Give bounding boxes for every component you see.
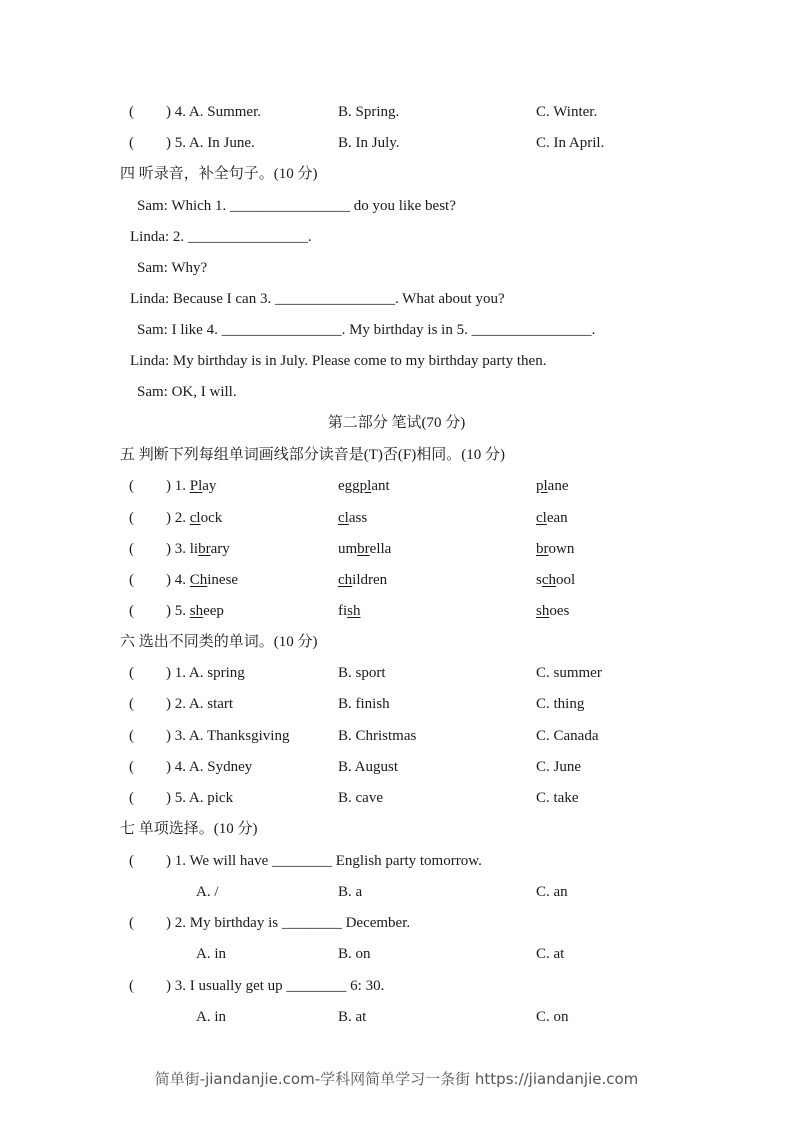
underlined-letters: sh: [347, 603, 361, 619]
dialogue-line: [0, 195, 793, 217]
listening-item-5: [0, 132, 793, 154]
option-c: C. In April.: [536, 135, 605, 151]
option-a: ) 3. A. Thanksgiving: [166, 728, 290, 744]
word-suffix: ay: [202, 478, 217, 494]
item-number-and-word: [166, 538, 230, 560]
underlined-letters: ch: [338, 572, 353, 588]
word-prefix: egg: [338, 478, 360, 494]
word-suffix: ella: [369, 541, 392, 557]
part-2-title-row: [0, 412, 793, 434]
mc-options: [0, 881, 793, 903]
option-c: C. Winter.: [536, 104, 598, 120]
odd-one-out-item: [0, 756, 793, 778]
underlined-letters: cl: [189, 510, 201, 526]
question-option-a: ) 4. A. Summer.: [166, 104, 262, 120]
section-heading: 六 选出不同类的单词。(10 分): [120, 634, 318, 650]
answer-paren[interactable]: (: [129, 135, 134, 151]
option-b: B. at: [338, 1009, 367, 1025]
option-c: C. on: [536, 1009, 569, 1025]
answer-paren[interactable]: (: [129, 696, 134, 712]
dialogue-text: Linda: My birthday is in July. Please come to my birthday party then.: [130, 353, 547, 369]
answer-paren[interactable]: (: [129, 541, 134, 557]
item-number: ) 3.: [166, 541, 190, 557]
answer-paren[interactable]: (: [129, 665, 134, 681]
item-number-and-word: [166, 569, 238, 591]
phonics-word: [338, 569, 387, 591]
mc-question: [0, 912, 793, 934]
word-prefix: fi: [338, 603, 348, 619]
underlined-letters: cl: [338, 510, 349, 526]
dialogue-line: [0, 257, 793, 279]
option-a: A. in: [196, 946, 226, 962]
underlined-letters: br: [357, 541, 370, 557]
phonics-item: [0, 538, 793, 560]
option-b: B. August: [338, 759, 399, 775]
section-7-heading-row: [0, 818, 793, 840]
phonics-word: [338, 507, 367, 529]
option-c: C. take: [536, 790, 579, 806]
option-b: B. sport: [338, 665, 386, 681]
odd-one-out-item: [0, 662, 793, 684]
phonics-word: [190, 510, 223, 526]
mc-options: [0, 943, 793, 965]
item-number-and-word: [166, 475, 216, 497]
dialogue-line: [0, 288, 793, 310]
underlined-letters: pl: [359, 478, 372, 494]
answer-paren[interactable]: (: [129, 853, 134, 869]
option-a: ) 5. A. pick: [166, 790, 234, 806]
underlined-letters: Ch: [189, 572, 208, 588]
answer-paren[interactable]: (: [129, 978, 134, 994]
word-suffix: ock: [200, 510, 223, 526]
odd-one-out-item: [0, 693, 793, 715]
phonics-item: [0, 475, 793, 497]
underlined-letters: pl: [536, 478, 548, 494]
question-text: ) 3. I usually get up ________ 6: 30.: [166, 978, 385, 994]
option-a: ) 1. A. spring: [166, 665, 245, 681]
phonics-word: [338, 538, 391, 560]
answer-paren[interactable]: (: [129, 104, 134, 120]
word-prefix: li: [189, 541, 199, 557]
item-number: ) 2.: [166, 510, 190, 526]
odd-one-out-item: [0, 787, 793, 809]
underlined-letters: sh: [189, 603, 204, 619]
word-suffix: own: [548, 541, 575, 557]
dialogue-line: [0, 381, 793, 403]
dialogue-line: [0, 319, 793, 341]
section-4-heading-row: [0, 163, 793, 185]
option-c: C. at: [536, 946, 565, 962]
option-b: B. a: [338, 884, 363, 900]
word-suffix: ass: [348, 510, 368, 526]
dialogue-line: [0, 350, 793, 372]
option-a: ) 4. A. Sydney: [166, 759, 253, 775]
option-c: C. thing: [536, 696, 585, 712]
phonics-item: [0, 507, 793, 529]
mc-question: [0, 975, 793, 997]
option-c: C. Canada: [536, 728, 599, 744]
mc-question: [0, 850, 793, 872]
answer-paren[interactable]: (: [129, 572, 134, 588]
underlined-letters: ch: [541, 572, 557, 588]
part-title: 第二部分 笔试(70 分): [327, 415, 466, 431]
word-suffix: ool: [556, 572, 576, 588]
phonics-word: [536, 507, 568, 529]
phonics-item: [0, 569, 793, 591]
section-heading: 五 判断下列每组单词画线部分读音是(T)否(F)相同。(10 分): [120, 447, 505, 463]
dialogue-text: Sam: Why?: [137, 260, 208, 276]
option-c: C. summer: [536, 665, 602, 681]
phonics-word: [338, 475, 390, 497]
answer-paren[interactable]: (: [129, 603, 134, 619]
option-b: B. on: [338, 946, 371, 962]
option-b: B. cave: [338, 790, 383, 806]
option-c: C. June: [536, 759, 581, 775]
item-number-and-word: [166, 600, 224, 622]
section-heading: 四 听录音，补全句子。(10 分): [120, 166, 318, 182]
item-number: ) 1.: [166, 478, 190, 494]
dialogue-text: Linda: 2. ________________.: [130, 229, 312, 245]
phonics-word: [536, 538, 574, 560]
option-b: B. Christmas: [338, 728, 417, 744]
option-b: B. In July.: [338, 135, 400, 151]
underlined-letters: br: [198, 541, 211, 557]
question-text: ) 2. My birthday is ________ December.: [166, 915, 411, 931]
phonics-word: [536, 569, 575, 591]
option-b: B. finish: [338, 696, 390, 712]
phonics-word: [536, 600, 569, 622]
option-a: A. /: [196, 884, 219, 900]
answer-paren[interactable]: (: [129, 728, 134, 744]
word-suffix: oes: [549, 603, 570, 619]
answer-paren[interactable]: (: [129, 510, 134, 526]
item-number: ) 5.: [166, 603, 190, 619]
odd-one-out-item: [0, 725, 793, 747]
section-5-heading-row: [0, 444, 793, 466]
phonics-word: [190, 603, 224, 619]
word-suffix: inese: [207, 572, 239, 588]
word-suffix: ildren: [352, 572, 388, 588]
question-text: ) 1. We will have ________ English party tomorrow.: [166, 853, 482, 869]
word-suffix: ary: [210, 541, 230, 557]
item-number-and-word: [166, 507, 222, 529]
question-option-a: ) 5. A. In June.: [166, 135, 255, 151]
phonics-item: [0, 600, 793, 622]
footer-watermark: 简单街-jiandanjie.com-学科网简单学习一条街 https://jiandanjie.com: [154, 1070, 639, 1088]
option-a: A. in: [196, 1009, 226, 1025]
word-prefix: s: [536, 572, 542, 588]
mc-options: [0, 1006, 793, 1028]
phonics-word: [190, 541, 230, 557]
dialogue-text: Linda: Because I can 3. ________________. What about you?: [130, 291, 505, 307]
dialogue-text: Sam: OK, I will.: [137, 384, 237, 400]
underlined-letters: cl: [536, 510, 547, 526]
phonics-word: [190, 478, 217, 494]
answer-paren[interactable]: (: [129, 915, 134, 931]
phonics-word: [338, 600, 361, 622]
option-b: B. Spring.: [338, 104, 400, 120]
word-suffix: ane: [547, 478, 569, 494]
answer-paren[interactable]: (: [129, 759, 134, 775]
dialogue-text: Sam: I like 4. ________________. My birthday is in 5. ________________.: [137, 322, 596, 338]
answer-paren[interactable]: (: [129, 478, 134, 494]
dialogue-text: Sam: Which 1. ________________ do you like best?: [137, 198, 456, 214]
phonics-word: [190, 572, 238, 588]
listening-item-4: [0, 101, 793, 123]
word-suffix: ant: [371, 478, 390, 494]
item-number: ) 4.: [166, 572, 190, 588]
dialogue-line: [0, 226, 793, 248]
underlined-letters: sh: [536, 603, 550, 619]
word-prefix: um: [338, 541, 358, 557]
section-heading: 七 单项选择。(10 分): [120, 821, 258, 837]
answer-paren[interactable]: (: [129, 790, 134, 806]
underlined-letters: Pl: [189, 478, 203, 494]
word-suffix: ean: [546, 510, 568, 526]
phonics-word: [536, 475, 569, 497]
section-6-heading-row: [0, 631, 793, 653]
option-c: C. an: [536, 884, 568, 900]
underlined-letters: br: [536, 541, 549, 557]
word-suffix: eep: [203, 603, 224, 619]
option-a: ) 2. A. start: [166, 696, 234, 712]
